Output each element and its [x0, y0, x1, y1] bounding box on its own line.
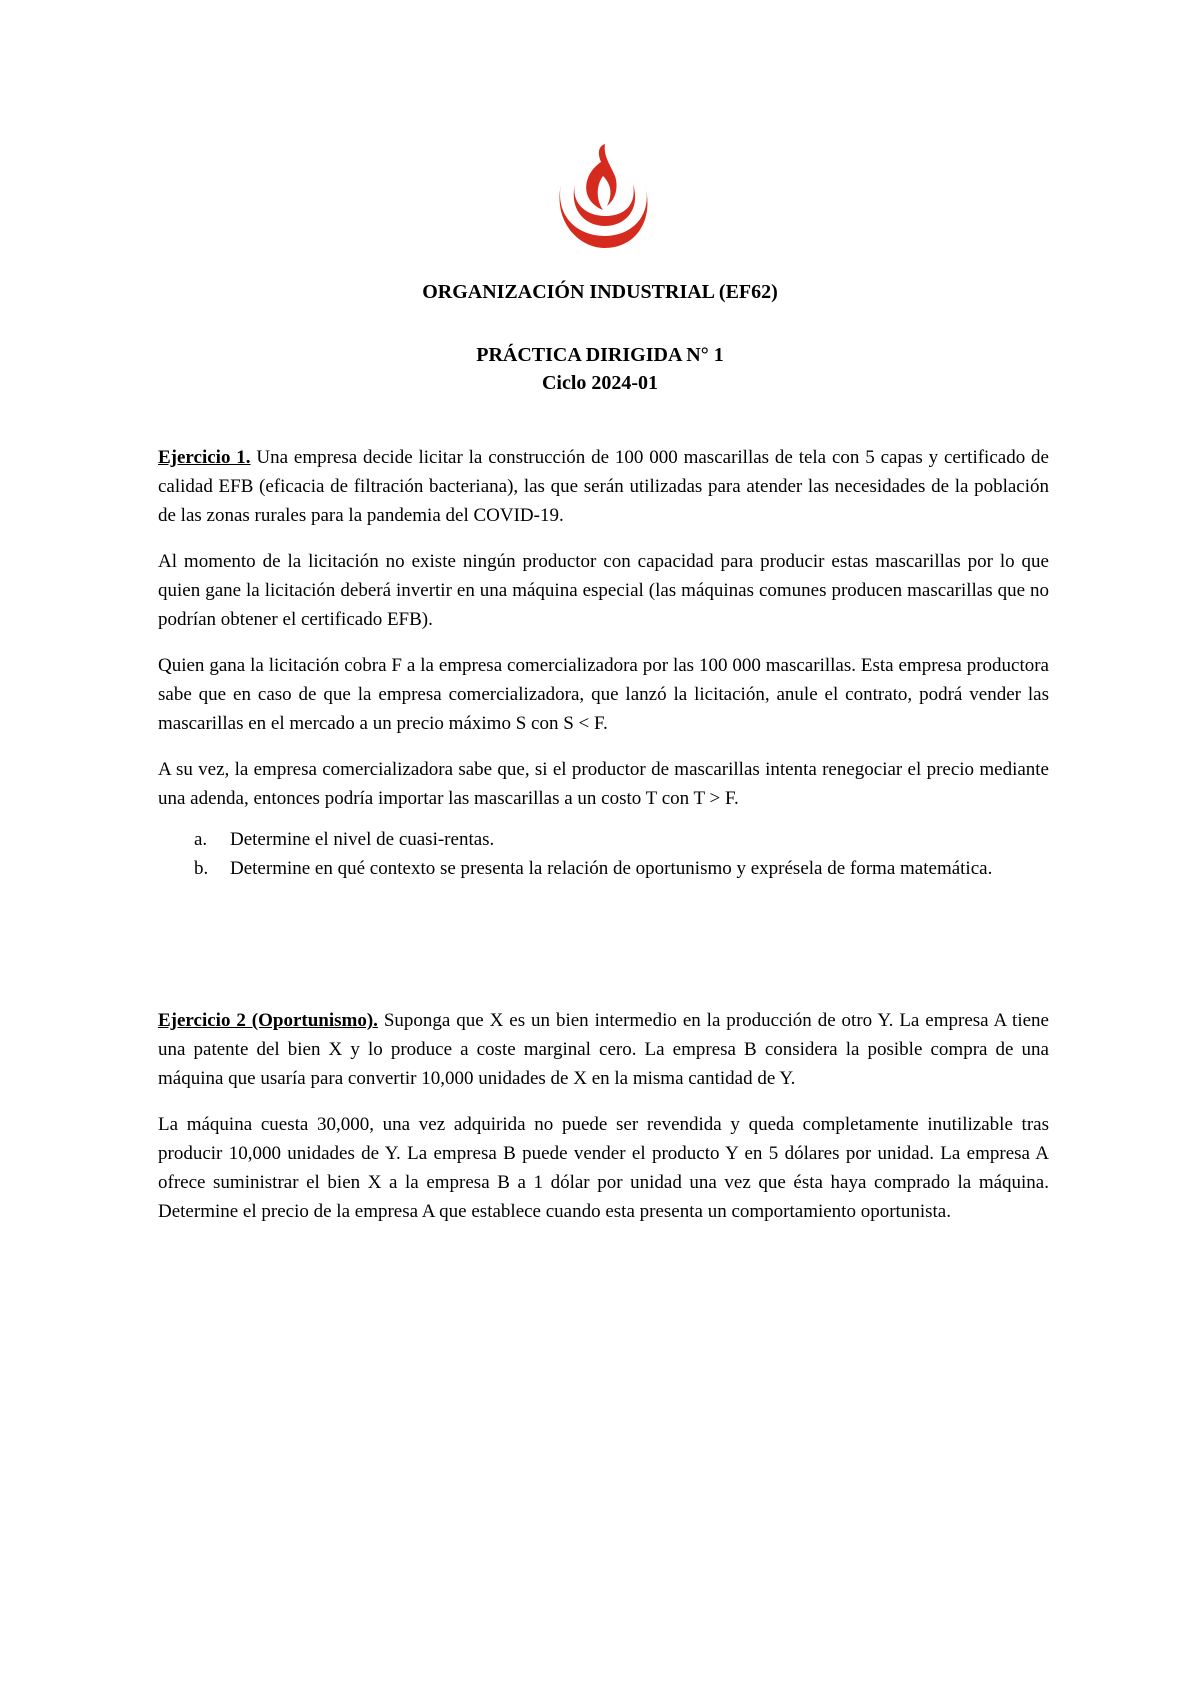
- exercise-1-questions: [158, 825, 1049, 883]
- course-title: ORGANIZACIÓN INDUSTRIAL (EF62): [422, 281, 778, 303]
- exercise-1: [158, 443, 1049, 883]
- question-text: Determine el nivel de cuasi-rentas.: [230, 829, 495, 850]
- exercise-2: [158, 1006, 1049, 1243]
- question-text: Determine en qué contexto se presenta la relación de oportunismo y exprésela de forma matemática.: [230, 858, 993, 879]
- question-item: [158, 854, 1049, 883]
- practice-title: PRÁCTICA DIRIGIDA N° 1: [476, 344, 724, 366]
- exercise-2-paragraph-1: [158, 1006, 1049, 1093]
- question-letter: a.: [194, 829, 208, 850]
- exercise-1-paragraph-1: [158, 443, 1049, 530]
- question-letter: b.: [194, 858, 209, 879]
- exercise-2-paragraph-2: La máquina cuesta 30,000, una vez adquirida no puede ser revendida y queda completamente inutilizable tras producir 10,000 unidades de Y. La empresa B puede vender el producto Y en 5 dólares por unidad. La empresa A ofrece suministrar el bien X a la empresa B a 1 dólar por unidad una vez que ésta haya comprado la máquina. Determine el precio de la empresa A que establece cuando esta presenta un comportamiento oportunista.: [158, 1114, 1049, 1222]
- exercise-1-paragraph-2: Al momento de la licitación no existe ningún productor con capacidad para producir estas mascarillas por lo que quien gane la licitación deberá invertir en una máquina especial (las máquinas comunes producen mascarillas que no podrían obtener el certificado EFB).: [158, 551, 1049, 630]
- exercise-2-text: Suponga que X es un bien intermedio en la producción de otro Y. La empresa A tiene una patente del bien X y lo produce a coste marginal cero. La empresa B considera la posible compra de una máquina que usaría para convertir 10,000 unidades de X en la misma cantidad de Y.: [158, 1010, 1049, 1089]
- exercise-1-heading: Ejercicio 1.: [158, 447, 251, 468]
- exercise-1-text: Una empresa decide licitar la construcción de 100 000 mascarillas de tela con 5 capas y certificado de calidad EFB (eficacia de filtración bacteriana), las que serán utilizadas para atender las necesidades de la población de las zonas rurales para la pandemia del COVID-19.: [158, 447, 1049, 526]
- exercise-1-paragraph-3: Quien gana la licitación cobra F a la empresa comercializadora por las 100 000 mascarillas. Esta empresa productora sabe que en caso de que la empresa comercializadora, que lanzó la licitación, anule el contrato, podrá vender las mascarillas en el mercado a un precio máximo S con S < F.: [158, 655, 1049, 734]
- exercise-1-paragraph-4: A su vez, la empresa comercializadora sabe que, si el productor de mascarillas intenta renegociar el precio mediante una adenda, entonces podría importar las mascarillas a un costo T con T > F.: [158, 759, 1049, 809]
- cycle-label: Ciclo 2024-01: [541, 372, 659, 394]
- exercise-2-heading: Ejercicio 2 (Oportunismo).: [158, 1010, 378, 1031]
- question-item: [158, 825, 1049, 854]
- university-logo-icon: [553, 144, 653, 248]
